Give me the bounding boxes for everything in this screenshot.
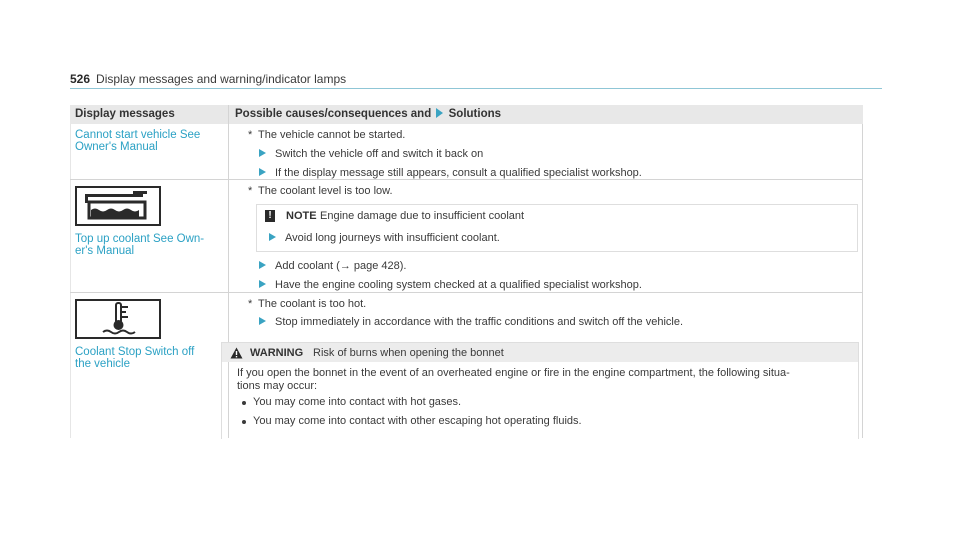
header-rule — [70, 88, 882, 89]
warning-box — [221, 342, 859, 439]
display-messages-table — [70, 105, 863, 438]
message-cannot-start-vehicle[interactable]: Cannot start vehicle See Owner's Manual — [75, 129, 201, 153]
note-text: Engine damage due to insufficient coolant — [320, 210, 525, 222]
page-header — [70, 72, 346, 86]
solution-step[interactable]: Add coolant (→ page 428). — [275, 260, 407, 272]
solution-step: Switch the vehicle off and switch it back on — [275, 148, 484, 160]
page-title: Display messages and warning/indicator lamps — [96, 72, 347, 86]
bullet-dot — [242, 420, 246, 424]
asterisk-marker: * — [248, 129, 253, 141]
solution-step: If the display message still appears, consult a qualified specialist workshop. — [275, 167, 642, 179]
step-arrow-icon — [259, 280, 266, 288]
message-top-up-coolant[interactable]: Top up coolant See Own- er's Manual — [75, 233, 205, 257]
exclamation-icon: ! — [265, 210, 275, 222]
row-divider — [70, 179, 863, 180]
solution-step: Have the engine cooling system checked at a qualified specialist workshop. — [275, 279, 642, 291]
warning-triangle-icon — [230, 347, 243, 359]
col-header-causes: Possible causes/consequences and Solutions — [235, 108, 502, 120]
warning-bullet: You may come into contact with hot gases. — [253, 396, 462, 408]
step-arrow-icon — [259, 317, 266, 325]
note-title: NOTE — [286, 210, 317, 222]
coolant-reservoir-icon — [75, 186, 161, 226]
step-arrow-icon — [259, 168, 266, 176]
asterisk-marker: * — [248, 185, 253, 197]
note-step: Avoid long journeys with insufficient coolant. — [285, 232, 500, 244]
solutions-arrow-icon — [436, 108, 443, 118]
warning-bullet: You may come into contact with other escaping hot operating fluids. — [253, 415, 582, 427]
cause-text: The vehicle cannot be started. — [258, 129, 406, 141]
page-number: 526 — [70, 72, 91, 86]
cause-text: The coolant is too hot. — [258, 298, 367, 310]
right-border — [862, 124, 863, 438]
bullet-dot — [242, 401, 246, 405]
left-border — [70, 124, 71, 438]
step-arrow-icon — [259, 261, 266, 269]
warning-paragraph: If you open the bonnet in the event of an overheated engine or fire in the engine compartment, the following situa- — [237, 367, 790, 379]
asterisk-marker: * — [248, 298, 253, 310]
message-coolant-stop[interactable]: Coolant Stop Switch off the vehicle — [75, 346, 195, 370]
row-divider — [70, 292, 863, 293]
step-arrow-icon — [259, 149, 266, 157]
warning-paragraph: tions may occur: — [237, 380, 318, 392]
note-box — [256, 204, 858, 252]
coolant-temperature-icon — [75, 299, 161, 339]
table-header — [70, 105, 863, 124]
warning-text: Risk of burns when opening the bonnet — [313, 347, 504, 359]
cause-text: The coolant level is too low. — [258, 185, 393, 197]
step-arrow-icon — [269, 233, 276, 241]
col-header-display-messages: Display messages — [75, 108, 175, 120]
warning-title: WARNING — [250, 347, 304, 359]
solution-step: Stop immediately in accordance with the traffic conditions and switch off the vehicle. — [275, 316, 684, 328]
